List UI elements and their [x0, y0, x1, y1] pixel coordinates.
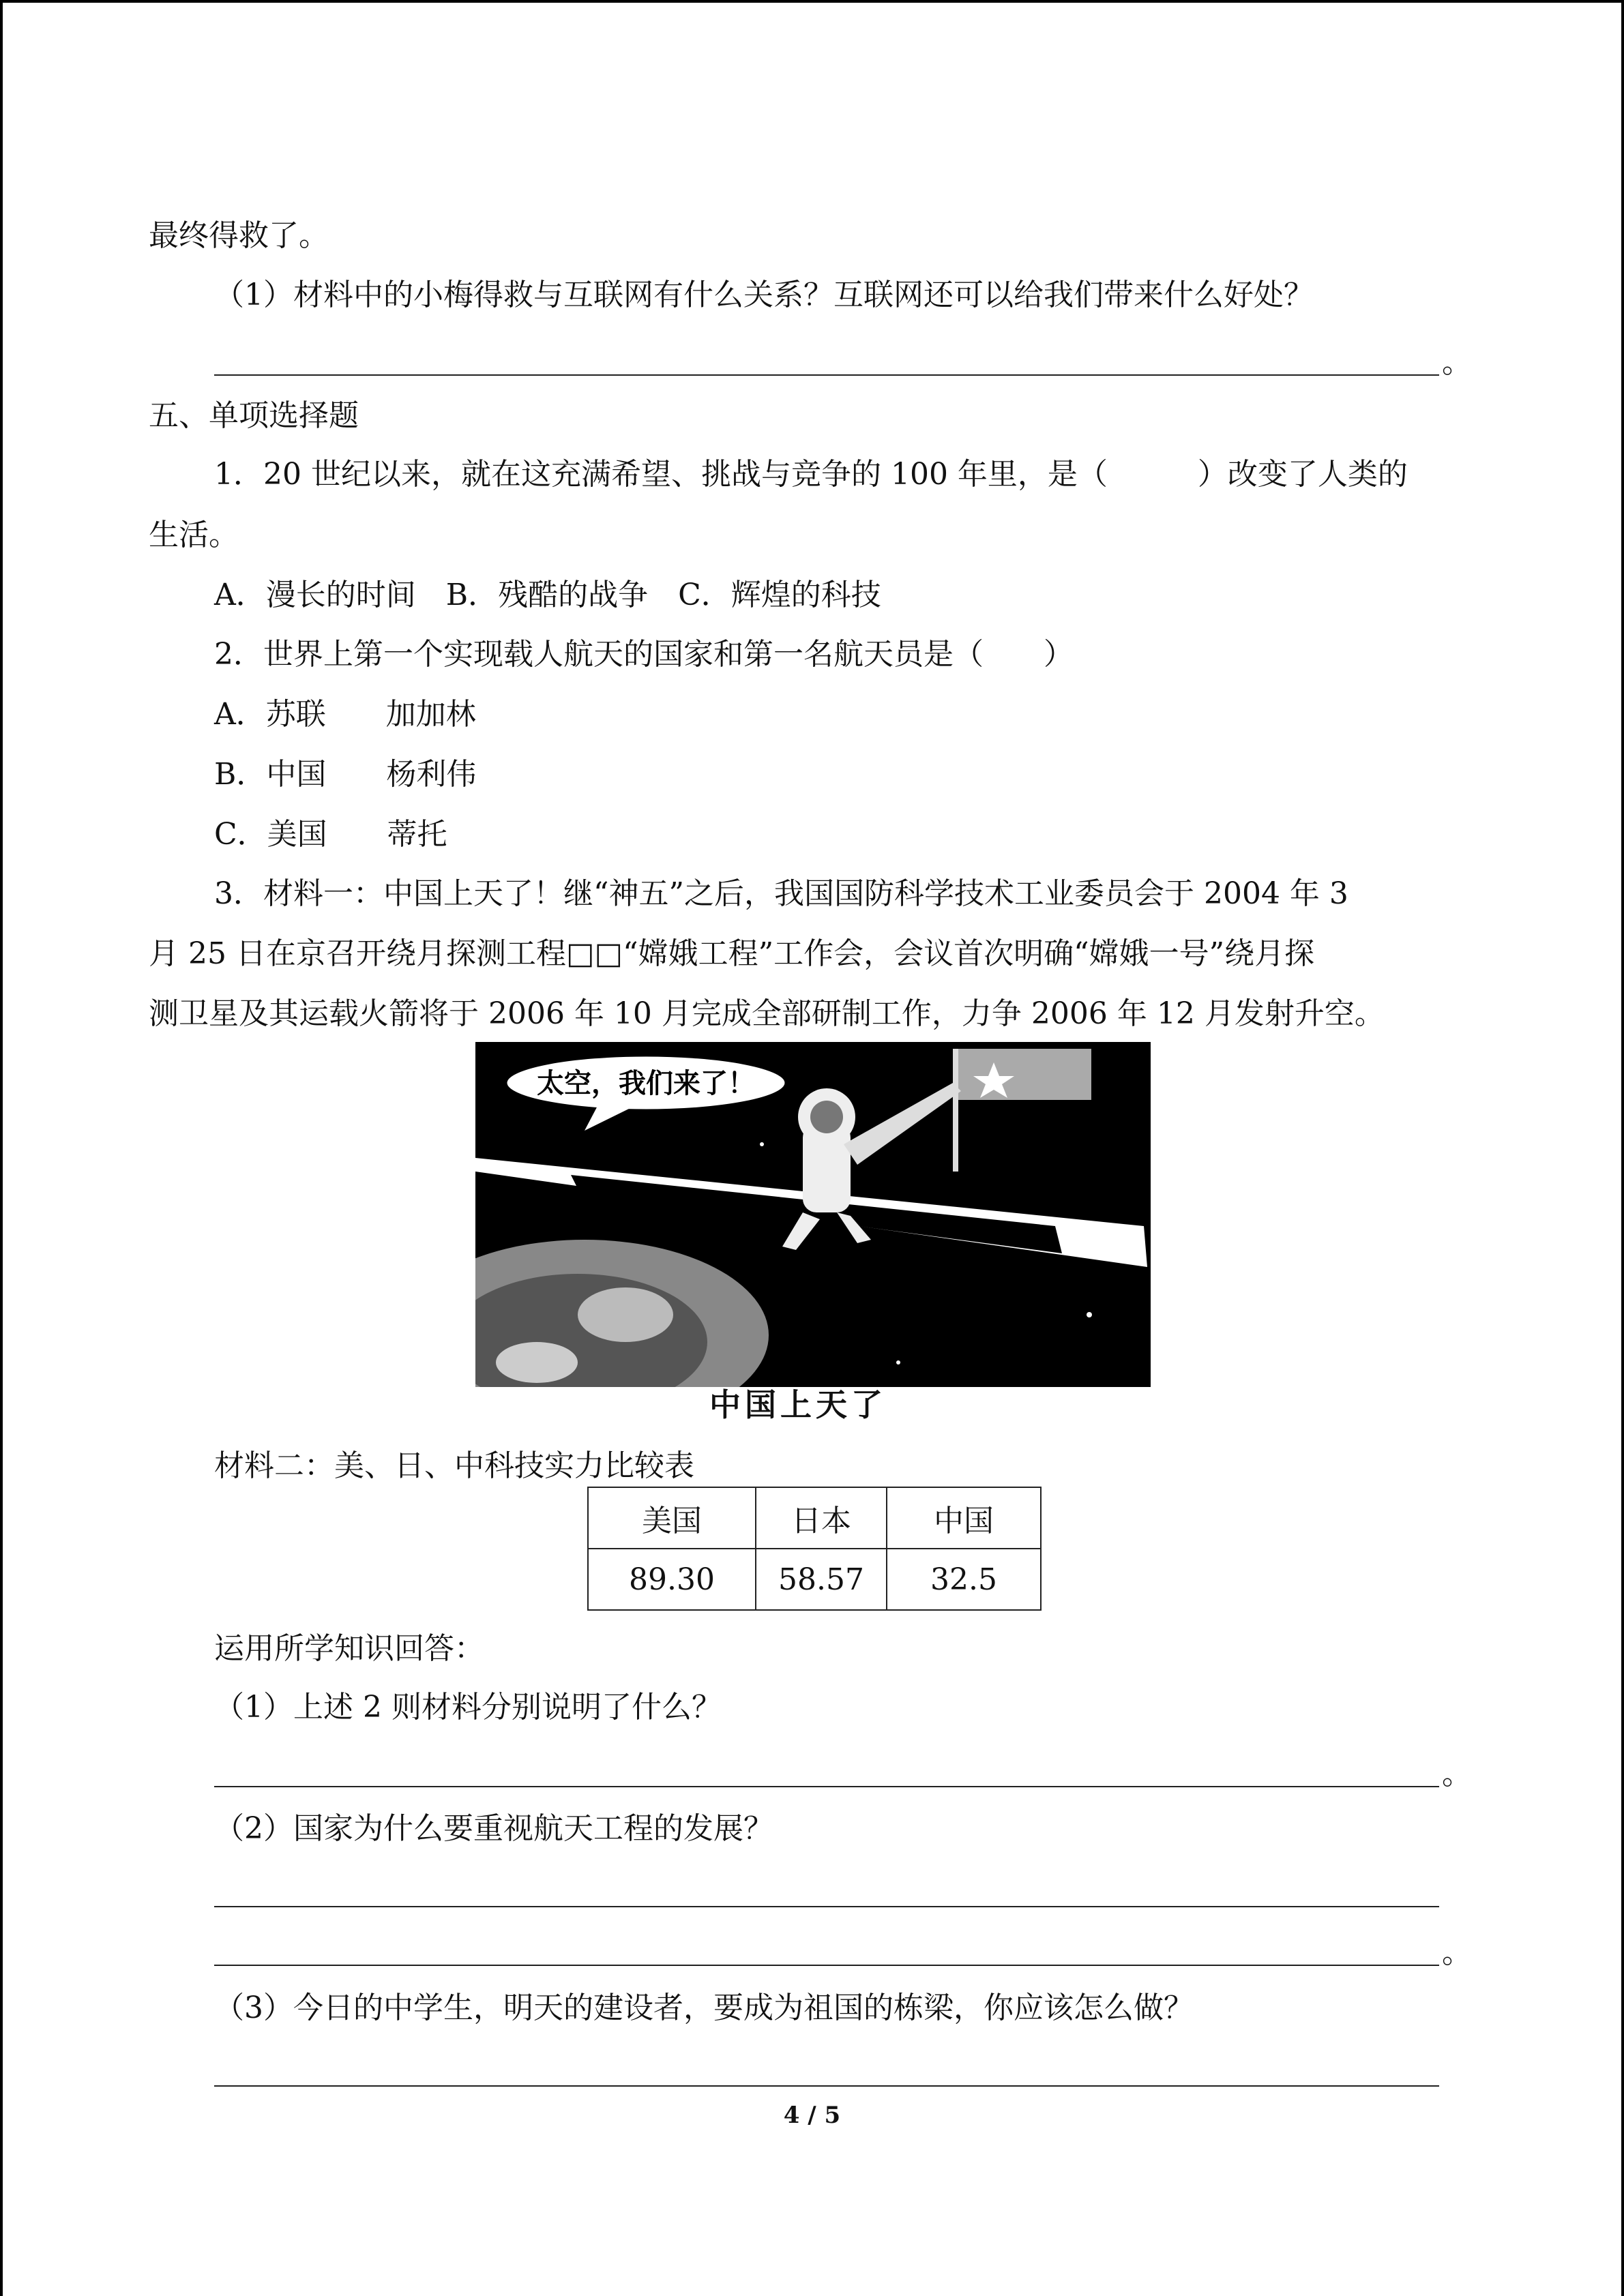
page-border-left [0, 0, 3, 2296]
table-header-row [588, 1487, 1041, 1549]
material-text: 3．材料一：中国上天了！继“神五”之后，我国国防科学技术工业委员会于 2004 年 3 [214, 876, 1348, 911]
question-text: （3）今日的中学生，明天的建设者，要成为祖国的栋梁，你应该怎么做？ [214, 1991, 1194, 2025]
table-cell: 89.30 [588, 1549, 756, 1610]
period-mark: 。 [1442, 1935, 1472, 1970]
period-mark: 。 [1442, 345, 1472, 380]
table-header-cell: 中国 [887, 1487, 1041, 1549]
answer-blank-line[interactable] [214, 374, 1439, 376]
choice-options: A．漫长的时间 B．残酷的战争 C．辉煌的科技 [214, 578, 881, 612]
material-text: 材料二：美、日、中科技实力比较表 [214, 1448, 694, 1483]
question-text: 2．世界上第一个实现载人航天的国家和第一名航天员是（ ） [214, 637, 1074, 672]
answer-blank-line[interactable] [214, 2085, 1439, 2087]
question-text: （1）材料中的小梅得救与互联网有什么关系？互联网还可以给我们带来什么好处？ [214, 278, 1314, 312]
section-heading: 五、单项选择题 [149, 398, 359, 433]
table-header-cell: 美国 [588, 1487, 756, 1549]
period-mark: 。 [1442, 1757, 1472, 1791]
question-text: （1）上述 2 则材料分别说明了什么？ [214, 1690, 722, 1725]
table-cell: 32.5 [887, 1549, 1041, 1610]
question-text: 1．20 世纪以来，就在这充满希望、挑战与竞争的 100 年里，是（ ）改变了人类的 [214, 457, 1408, 492]
page-border-top [0, 0, 1624, 3]
text-line: 最终得救了。 [149, 218, 329, 253]
choice-option-a: A．苏联 加加林 [214, 697, 476, 732]
page-border-right [1621, 0, 1624, 2296]
material-text: 测卫星及其运载火箭将于 2006 年 10 月完成全部研制工作，力争 2006 年 12 月发射升空。 [149, 996, 1385, 1031]
table-cell: 58.57 [756, 1549, 887, 1610]
speech-bubble-text: 太空，我们来了！ [537, 1068, 755, 1099]
answer-blank-line[interactable] [214, 1965, 1439, 1966]
answer-blank-line[interactable] [214, 1786, 1439, 1787]
material-text: 月 25 日在京召开绕月探测工程□□“嫦娥工程”工作会，会议首次明确“嫦娥一号”绕月探 [149, 936, 1315, 971]
table-row [588, 1549, 1041, 1610]
table-header-cell: 日本 [756, 1487, 887, 1549]
choice-option-b: B．中国 杨利伟 [214, 757, 477, 792]
page-number: 4 / 5 [783, 2102, 841, 2129]
space-illustration [475, 1042, 1151, 1387]
comparison-table [587, 1487, 1042, 1611]
question-text: 生活。 [149, 518, 239, 552]
illustration-caption: 中国上天了 [709, 1386, 887, 1423]
choice-option-c: C．美国 蒂托 [214, 817, 447, 852]
question-text: （2）国家为什么要重视航天工程的发展？ [214, 1811, 773, 1846]
answer-blank-line[interactable] [214, 1906, 1439, 1907]
instruction-text: 运用所学知识回答： [214, 1631, 484, 1666]
